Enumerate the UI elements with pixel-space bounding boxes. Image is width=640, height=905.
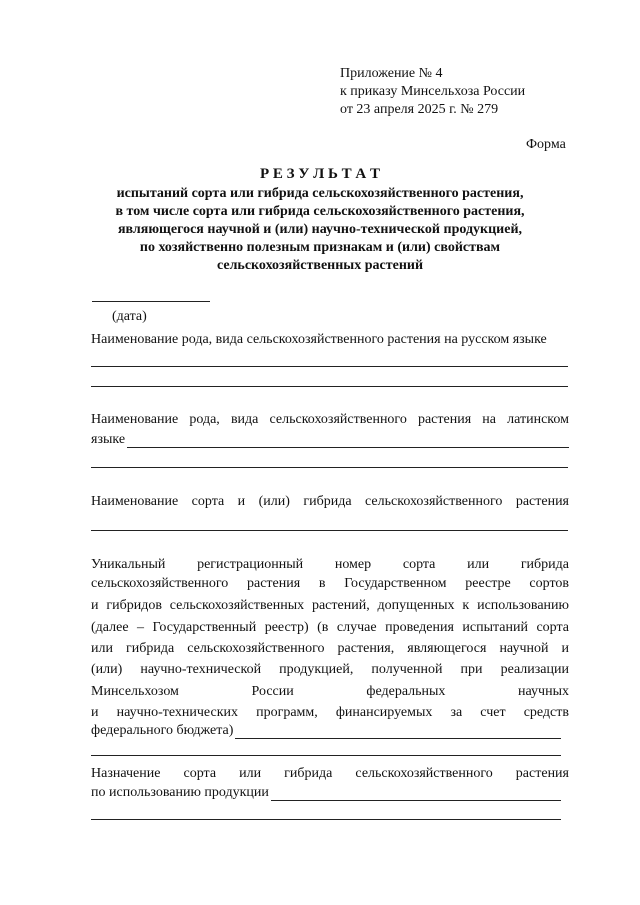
title-line-2: в том числе сорта или гибрида сельскохозяйственного растения, — [115, 204, 525, 219]
variety-line[interactable] — [91, 530, 568, 531]
purpose-label-line-1: Назначение сорта или гибрида сельскохозяйственного растения — [91, 766, 569, 781]
date-blank-line[interactable] — [92, 301, 210, 302]
purpose-line-2[interactable] — [91, 819, 561, 820]
form-label: Форма — [526, 137, 566, 152]
order-reference: к приказу Минсельхоза России — [340, 84, 526, 99]
date-label: (дата) — [112, 309, 147, 324]
reg-label-line-7 — [91, 684, 569, 700]
title-line-3: являющегося научной и (или) научно-технической продукцией, — [117, 222, 523, 237]
title-line-1: испытаний сорта или гибрида сельскохозяйственного растения, — [116, 186, 524, 201]
reg-label-line-2: сельскохозяйственного растения в Государственном реестре сортов — [91, 576, 569, 591]
reg-number-line-2[interactable] — [91, 755, 561, 756]
genus-lat-label: Наименование рода, вида сельскохозяйственного растения на латинском — [91, 412, 569, 427]
genus-ru-line-2[interactable] — [91, 386, 568, 387]
genus-lat-blank[interactable] — [127, 436, 569, 448]
reg-line-7-word-1: Минсельхозом — [91, 684, 179, 699]
reg-line-7-word-3: федеральных — [366, 684, 446, 699]
reg-line-9-row — [91, 723, 561, 739]
genus-ru-label: Наименование рода, вида сельскохозяйственного растения на русском языке — [91, 332, 547, 347]
reg-label-line-8: и научно-технических программ, финансируемых за счет средств — [91, 705, 569, 720]
appendix-number: Приложение № 4 — [340, 66, 443, 81]
reg-number-blank[interactable] — [235, 727, 561, 739]
purpose-row — [91, 785, 561, 801]
reg-label-line-1: Уникальный регистрационный номер сорта или гибрида — [91, 557, 569, 572]
purpose-label-line-2: по использованию продукции — [91, 785, 269, 800]
title-line-4: по хозяйственно полезным признакам и (или) свойствам — [139, 240, 501, 255]
title-line-5: сельскохозяйственных растений — [216, 258, 424, 273]
reg-label-line-3: и гибридов сельскохозяйственных растений, допущенных к использованию — [91, 598, 569, 613]
genus-lat-row — [91, 432, 569, 448]
reg-label-line-4: (далее – Государственный реестр) (в случае проведения испытаний сорта — [91, 620, 569, 635]
genus-lat-label-cont: языке — [91, 432, 126, 447]
genus-lat-line-2[interactable] — [91, 467, 568, 468]
reg-line-7-word-4: научных — [518, 684, 569, 699]
purpose-blank[interactable] — [271, 789, 561, 801]
order-date: от 23 апреля 2025 г. № 279 — [340, 102, 499, 117]
reg-line-7-word-2: России — [251, 684, 294, 699]
reg-label-line-6: (или) научно-технической продукцией, полученной при реализации — [91, 662, 569, 677]
document-title: Р Е З У Л Ь Т А Т — [259, 166, 381, 182]
reg-label-line-5: или гибрида сельскохозяйственного растения, являющегося научной и — [91, 641, 569, 656]
reg-label-line-9: федерального бюджета) — [91, 723, 234, 738]
variety-label: Наименование сорта и (или) гибрида сельскохозяйственного растения — [91, 494, 569, 509]
genus-ru-line-1[interactable] — [91, 366, 568, 367]
